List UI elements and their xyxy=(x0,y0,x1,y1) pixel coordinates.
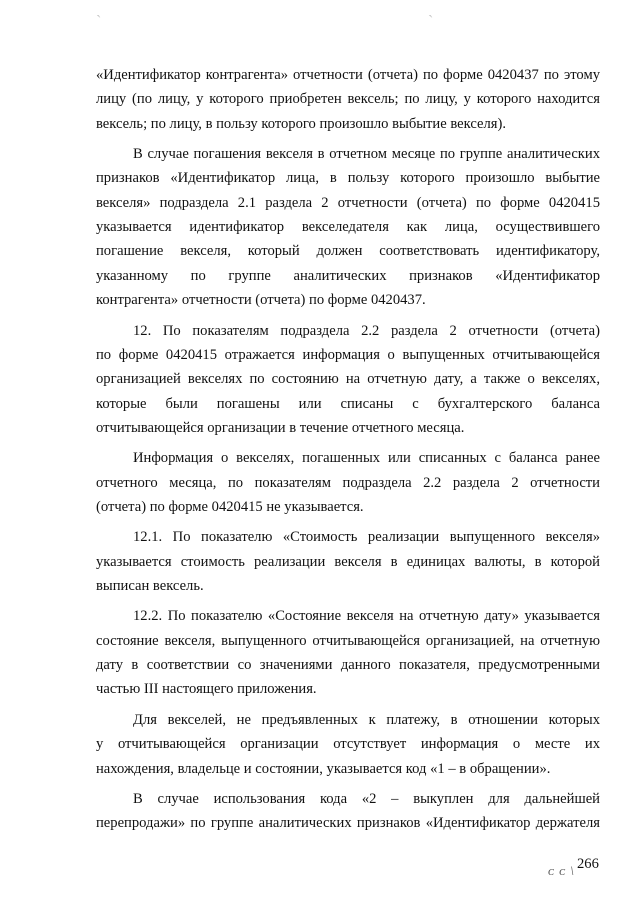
text-line: дату в соответствии со значениями данного показателя, предусмотренными xyxy=(96,657,600,674)
text-line: Для векселей, не предъявленных к платежу, в отношении которых xyxy=(133,711,600,728)
text-line: состояние векселя, выпущенного отчитывающейся организацией, на отчетную xyxy=(96,632,600,649)
text-line: перепродажи» по группе аналитических признаков «Идентификатор держателя xyxy=(96,815,600,832)
text-line: контрагента» отчетности (отчета) по форме 0420437. xyxy=(96,292,426,309)
text-line: у отчитывающейся организации отсутствует информация о месте их xyxy=(96,736,600,753)
text-line: (отчета) по форме 0420415 не указывается. xyxy=(96,499,364,515)
text-line: по форме 0420415 отражается информация о выпущенных отчитывающейся xyxy=(96,346,600,363)
text-line: В случае погашения векселя в отчетном месяце по группе аналитических xyxy=(133,146,600,162)
text-line: указывается идентификатор векселедателя как лица, осуществившего xyxy=(96,219,600,236)
text-line: Информация о векселях, погашенных или списанных с баланса ранее xyxy=(133,450,600,467)
page-number: 266 xyxy=(577,856,599,872)
text-line: которые были погашены или списаны с бухгалтерского баланса xyxy=(96,395,600,412)
scan-mark: ` xyxy=(96,13,102,30)
text-line: лицу (по лицу, у которого приобретен вексель; по лицу, у которого находится xyxy=(96,91,600,108)
scan-mark: ` xyxy=(428,13,434,30)
text-line: 12.1. По показателю «Стоимость реализации выпущенного векселя» xyxy=(133,529,600,546)
text-line: частью III настоящего приложения. xyxy=(96,681,317,698)
text-line: 12.2. По показателю «Состояние векселя на отчетную дату» указывается xyxy=(133,608,600,625)
text-line: указанному по группе аналитических признаков «Идентификатор xyxy=(96,267,600,284)
text-line: «Идентификатор контрагента» отчетности (отчета) по форме 0420437 по этому xyxy=(96,67,600,83)
text-line: организацией векселях по состоянию на отчетную дату, а также о векселях, xyxy=(96,371,600,388)
text-line: отчитывающейся организации в течение отчетного месяца. xyxy=(96,419,465,436)
text-line: выписан вексель. xyxy=(96,578,204,594)
text-line: признаков «Идентификатор лица, в пользу которого произошло выбытие xyxy=(96,170,600,187)
text-line: погашение векселя, который должен соответствовать идентификатору, xyxy=(96,243,600,260)
text-line: отчетного месяца, по показателям подраздела 2.2 раздела 2 отчетности xyxy=(96,474,600,491)
text-line: В случае использования кода «2 – выкуплен для дальнейшей xyxy=(133,790,600,807)
text-line: векселя» подраздела 2.1 раздела 2 отчетности (отчета) по форме 0420415 xyxy=(96,194,600,211)
text-line: 12. По показателям подраздела 2.2 раздела 2 отчетности (отчета) xyxy=(133,322,600,339)
text-line: указывается стоимость реализации векселя в единицах валюты, в которой xyxy=(96,553,600,570)
text-line: вексель; по лицу, в пользу которого произошло выбытие векселя). xyxy=(96,115,507,132)
handwritten-mark: ᴄ ᴄ \ xyxy=(548,863,575,878)
text-line: нахождения, владельце и состоянии, указывается код «1 – в обращении». xyxy=(96,760,551,777)
